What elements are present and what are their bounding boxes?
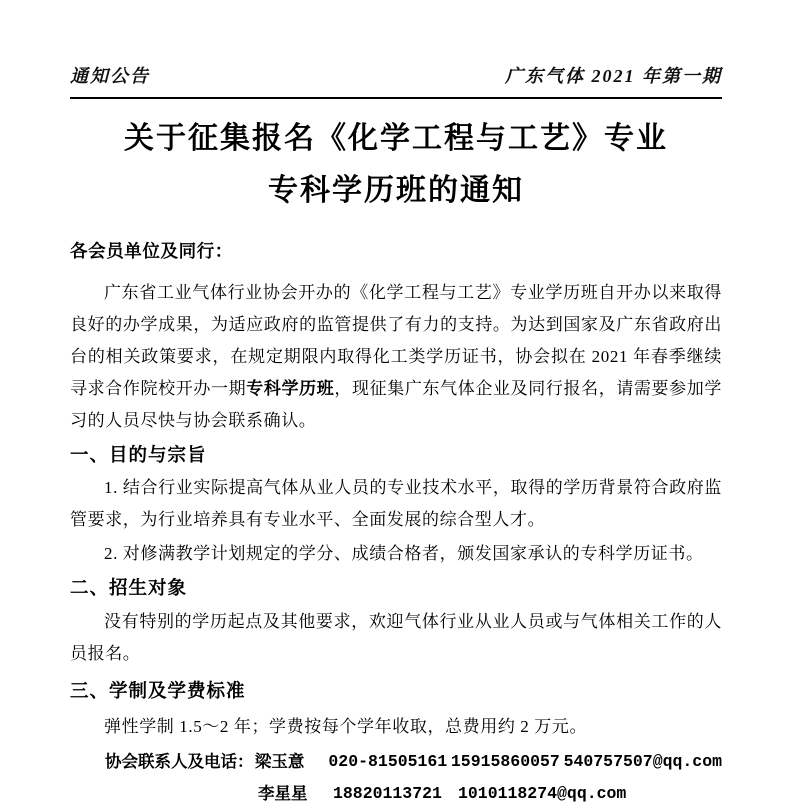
intro-text-part1: 广东省工业气体行业协会开办的《化学工程与工艺》专业学历班自开办以来取得良好的办学成果，为适应政府的监管提供了有力的支持。为达到国家及广东省政府出台的相关政策要求，在规定期限内取得化工类学历证书，协会拟在 2021 年春季继续寻求合作院校开办一期	[70, 283, 722, 398]
contact-1-phone-office: 020-81505161	[328, 752, 448, 771]
intro-text-bold: 专科学历班	[246, 379, 335, 398]
masthead	[70, 0, 722, 99]
contact-2-phone-mobile: 18820113721	[333, 784, 442, 803]
salutation: 各会员单位及同行：	[70, 241, 233, 261]
contact-1-email: 540757507@qq.com	[563, 752, 723, 771]
section-2-heading: 二、招生对象	[70, 577, 188, 598]
section-2-paragraph-1: 没有特别的学历起点及其他要求，欢迎气体行业从业人员或与气体相关工作的人员报名。	[70, 612, 722, 663]
page-content	[70, 0, 722, 810]
masthead-issue-label: 广东气体 2021 年第一期	[505, 66, 722, 86]
contact-1-phone-mobile: 15915860057	[450, 752, 560, 771]
contact-label: 协会联系人及电话：	[105, 753, 254, 771]
contact-label-spacer	[105, 778, 258, 810]
section-3-heading: 三、学制及学费标准	[70, 680, 246, 701]
section-1-paragraph-2: 2. 对修满教学计划规定的学分、成绩合格者，颁发国家承认的专科学历证书。	[104, 544, 704, 563]
notice-title	[70, 113, 722, 217]
contact-2-email: 1010118274@qq.com	[458, 784, 627, 803]
contact-1-name: 梁玉意	[254, 753, 305, 771]
section-1-heading: 一、目的与宗旨	[70, 444, 207, 465]
section-3-paragraph-1: 弹性学制 1.5～2 年；学费按每个学年收取，总费用约 2 万元。	[104, 717, 588, 736]
intro-paragraph	[70, 277, 722, 437]
contact-2-name: 李星星	[258, 785, 308, 803]
intro-text-part2: ，现征集广东气体企业及同行报名，请需要参加学习的人员尽快与协会联系确认。	[70, 379, 723, 430]
title-line-1: 关于征集报名《化学工程与工艺》专业	[124, 122, 668, 155]
contact-row-2	[70, 778, 722, 810]
section-1-paragraph-1: 1. 结合行业实际提高气体从业人员的专业技术水平，取得的学历背景符合政府监管要求，为行业培养具有专业水平、全面发展的综合型人才。	[70, 478, 722, 529]
contact-row-1	[70, 746, 722, 778]
title-line-2: 专科学历班的通知	[268, 174, 524, 207]
masthead-section-label: 通知公告	[70, 66, 150, 86]
